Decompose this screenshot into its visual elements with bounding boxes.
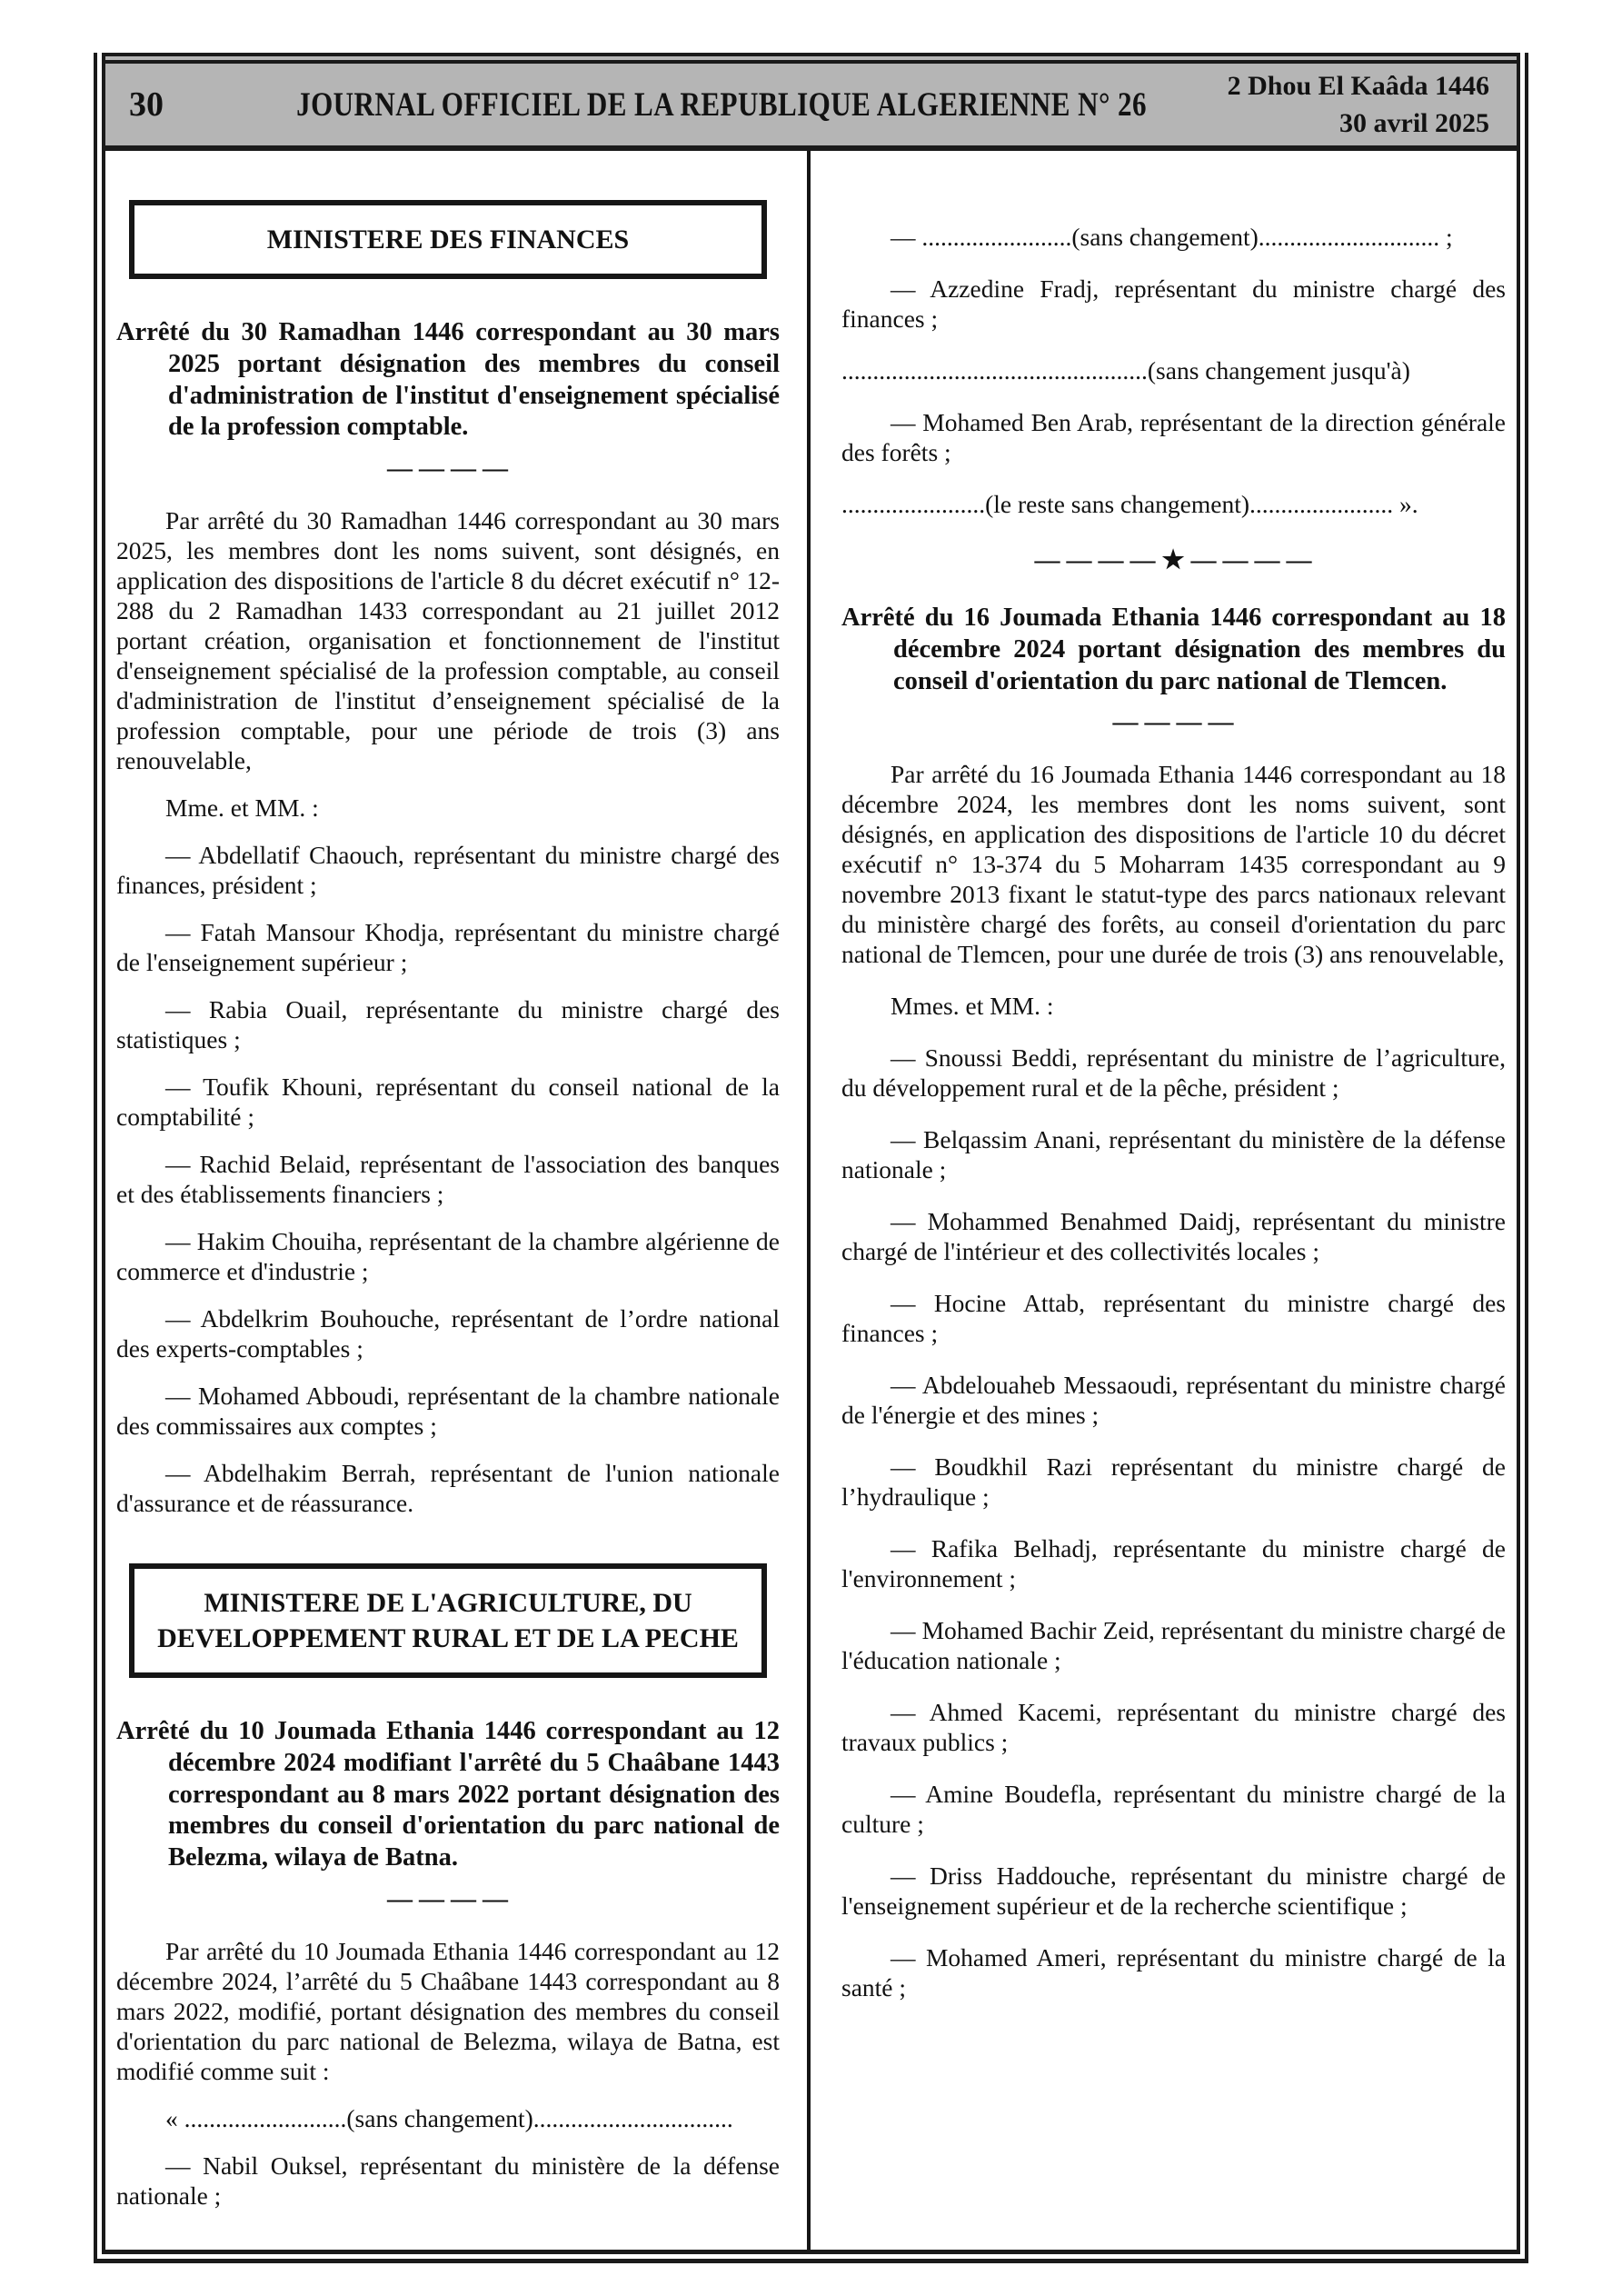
arrete-intro-finances: Par arrêté du 30 Ramadhan 1446 correspondant au 30 mars 2025, les membres dont les noms suivent, sont désignés, en application des dispositions de l'article 8 du décret exécutif n° 12-288 du 2 Ramadhan 1433 correspondant au 21 juillet 2012 portant création, organisation et fonctionnement de l'institut d'enseignement spécialisé de la profession comptable, au conseil d'administration de l'institut d’enseignement spécialisé de la profession comptable, pour une période de trois (3) ans renouvelable, bbox=[116, 506, 780, 775]
arrete-intro-tlemcen: Par arrêté du 16 Joumada Ethania 1446 correspondant au 18 décembre 2024, les membres dont les noms suivent, sont désignés, en application des dispositions de l'article 10 du décret exécutif n° 13-374 du 5 Moharram 1435 correspondant au 9 novembre 2013 fixant le statut-type des parcs nationaux relevant du ministère chargé des forêts, au conseil d'orientation du parc national de Tlemcen, pour une durée de trois (3) ans renouvelable, bbox=[841, 760, 1506, 969]
members-list-belezma bbox=[116, 2151, 780, 2211]
arrete-intro-belezma: Par arrêté du 10 Joumada Ethania 1446 correspondant au 12 décembre 2024, l’arrêté du 5 Chaâbane 1443 correspondant au 8 mars 2022, modifié, portant désignation des membres du conseil d'orientation du parc national de Belezma, wilaya de Batna, est modifié comme suit : bbox=[116, 1936, 780, 2085]
continuation-item: — Mohamed Ben Arab, représentant de la direction générale des forêts ; bbox=[841, 408, 1506, 466]
member-item: — Abdelouaheb Messaoudi, représentant du ministre chargé de l'énergie et des mines ; bbox=[841, 1371, 1506, 1430]
salutation: Mmes. et MM. : bbox=[891, 992, 1054, 1021]
member-item: — Abdelhakim Berrah, représentant de l'union nationale d'assurance et de réassurance. bbox=[116, 1459, 780, 1518]
continuation-item: — Azzedine Fradj, représentant du ministre chargé des finances ; bbox=[841, 275, 1506, 333]
member-item: — Mohammed Benahmed Daidj, représentant du ministre chargé de l'intérieur et des collectivités locales ; bbox=[841, 1207, 1506, 1266]
salutation: Mme. et MM. : bbox=[165, 794, 319, 823]
left-column bbox=[105, 151, 811, 2250]
dash-separator: — — — — bbox=[387, 1884, 509, 1913]
arrete-title-belezma: Arrêté du 10 Joumada Ethania 1446 correspondant au 12 décembre 2024 modifiant l'arrêté du 5 Chaâbane 1443 correspondant au 8 mars 2022 portant désignation des membres du conseil d'orientation du parc national de Belezma, wilaya de Batna. bbox=[116, 1717, 780, 1872]
member-item: — Boudkhil Razi représentant du ministre chargé de l’hydraulique ; bbox=[841, 1452, 1506, 1512]
member-item: — Mohamed Abboudi, représentant de la chambre nationale des commissaires aux comptes ; bbox=[116, 1382, 780, 1441]
ministry-heading-agriculture: MINISTERE DE L'AGRICULTURE, DU DEVELOPPEMENT RURAL ET DE LA PECHE bbox=[129, 1563, 767, 1678]
quote-line: « ..........................(sans changement)................................ bbox=[165, 2103, 733, 2132]
date-hijri: 2 Dhou El Kaâda 1446 bbox=[1227, 70, 1489, 101]
members-list-finances bbox=[116, 840, 780, 1518]
member-item: — Rafika Belhadj, représentante du ministre chargé de l'environnement ; bbox=[841, 1534, 1506, 1593]
member-item: — Ahmed Kacemi, représentant du ministre chargé des travaux publics ; bbox=[841, 1698, 1506, 1757]
dash-separator: — — — — bbox=[1112, 708, 1235, 737]
page-frame bbox=[94, 53, 1528, 2263]
continuation-item: .................................................(sans changement jusqu'à) bbox=[841, 356, 1410, 384]
ministry-heading-finances: MINISTERE DES FINANCES bbox=[129, 200, 767, 279]
member-item: — Abdelkrim Bouhouche, représentant de l’ordre national des experts-comptables ; bbox=[116, 1304, 780, 1363]
member-item: — Rachid Belaid, représentant de l'association des banques et des établissements financiers ; bbox=[116, 1150, 780, 1209]
member-item: — Belqassim Anani, représentant du ministère de la défense nationale ; bbox=[841, 1125, 1506, 1184]
right-column bbox=[811, 151, 1517, 2250]
member-item: — Driss Haddouche, représentant du ministre chargé de l'enseignement supérieur et de la recherche scientifique ; bbox=[841, 1862, 1506, 1921]
member-item: — Fatah Mansour Khodja, représentant du ministre chargé de l'enseignement supérieur ; bbox=[116, 918, 780, 977]
date-gregorian: 30 avril 2025 bbox=[1339, 108, 1489, 138]
member-item: — Hakim Chouiha, représentant de la chambre algérienne de commerce et d'industrie ; bbox=[116, 1227, 780, 1286]
member-item: — Rabia Ouail, représentante du ministre chargé des statistiques ; bbox=[116, 995, 780, 1054]
member-item: — Snoussi Beddi, représentant du ministre de l’agriculture, du développement rural et de la pêche, président ; bbox=[841, 1043, 1506, 1103]
member-item: — Hocine Attab, représentant du ministre chargé des finances ; bbox=[841, 1289, 1506, 1348]
member-item: — Amine Boudefla, représentant du ministre chargé de la culture ; bbox=[841, 1780, 1506, 1839]
dash-separator: — — — — bbox=[387, 454, 509, 484]
member-item: — Toufik Khouni, représentant du conseil national de la comptabilité ; bbox=[116, 1073, 780, 1132]
issue-dates bbox=[1228, 67, 1489, 143]
continuation-item: — ........................(sans changement)............................. ; bbox=[891, 223, 1453, 251]
journal-title-text: JOURNAL OFFICIEL DE LA REPUBLIQUE ALGERIENNE N° 26 bbox=[295, 85, 1147, 124]
journal-title bbox=[215, 85, 1228, 125]
members-list-tlemcen bbox=[841, 1043, 1506, 2002]
star-separator: — — — — ★ — — — — bbox=[1034, 546, 1313, 574]
page-number: 30 bbox=[129, 85, 164, 124]
arrete-title-finances: Arrêté du 30 Ramadhan 1446 correspondant au 30 mars 2025 portant désignation des membres du conseil d'administration de l'institut d'enseignement spécialisé de la profession comptable. bbox=[116, 318, 780, 442]
member-item: — Abdellatif Chaouch, représentant du ministre chargé des finances, président ; bbox=[116, 841, 780, 900]
arrete-title-tlemcen: Arrêté du 16 Joumada Ethania 1446 correspondant au 18 décembre 2024 portant désignation des membres du conseil d'orientation du parc national de Tlemcen. bbox=[841, 604, 1506, 695]
member-item: — Mohamed Bachir Zeid, représentant du ministre chargé de l'éducation nationale ; bbox=[841, 1616, 1506, 1675]
continuation-item: .......................(le reste sans changement)....................... ». bbox=[841, 490, 1418, 518]
masthead bbox=[105, 53, 1517, 151]
member-item: — Mohamed Ameri, représentant du ministre chargé de la santé ; bbox=[841, 1943, 1506, 2002]
belezma-continuation-list bbox=[841, 222, 1506, 519]
member-item: — Nabil Ouksel, représentant du ministère de la défense nationale ; bbox=[116, 2151, 780, 2210]
page-content bbox=[105, 151, 1517, 2250]
